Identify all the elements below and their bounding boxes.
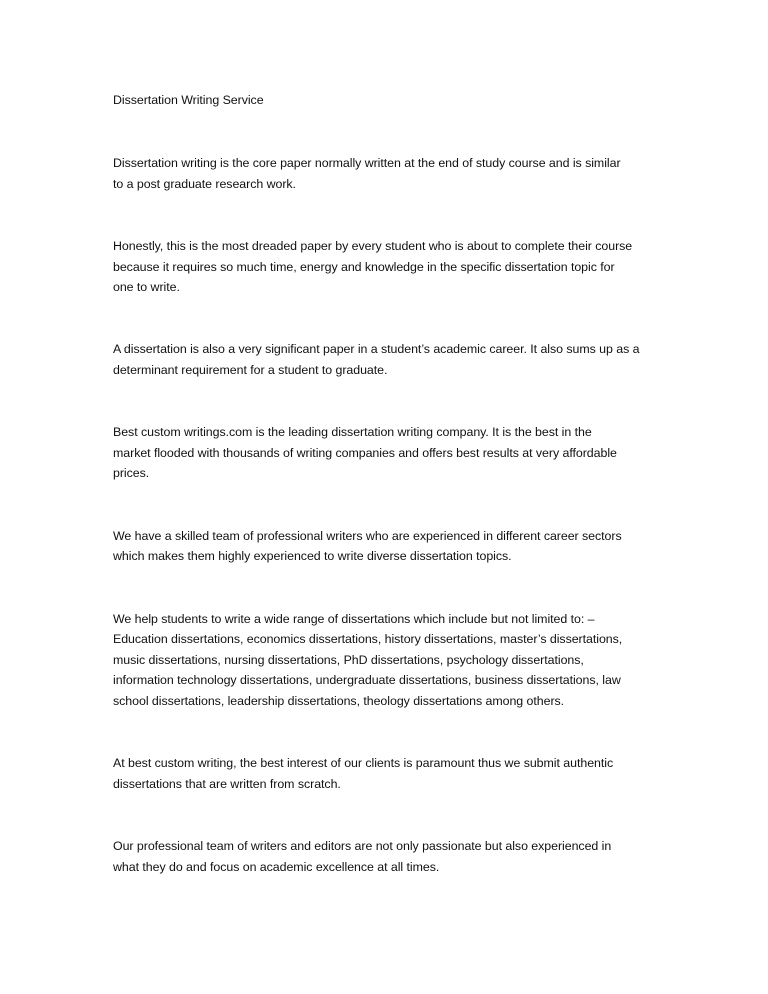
paragraph-1-line-1: Dissertation writing is the core paper normally written at the end of study course and is similar bbox=[113, 156, 621, 170]
paragraph-2-line-3: one to write. bbox=[113, 280, 180, 294]
paragraph-6-line-3: music dissertations, nursing dissertations, PhD dissertations, psychology dissertations, bbox=[113, 653, 584, 667]
paragraph-1-line-2: to a post graduate research work. bbox=[113, 177, 296, 191]
paragraph-2-line-1: Honestly, this is the most dreaded paper by every student who is about to complete their course bbox=[113, 239, 633, 253]
paragraph-5-line-1: We have a skilled team of professional writers who are experienced in different career sectors bbox=[113, 529, 622, 543]
paragraph-8-line-2: what they do and focus on academic excellence at all times. bbox=[113, 860, 440, 874]
paragraph-4-line-3: prices. bbox=[113, 466, 150, 480]
paragraph-8-line-1: Our professional team of writers and editors are not only passionate but also experienced in bbox=[113, 839, 612, 853]
paragraph-3-line-1: A dissertation is also a very significant paper in a student’s academic career. It also sums up as a bbox=[113, 342, 640, 356]
paragraph-6-line-4: information technology dissertations, undergraduate dissertations, business dissertations, law bbox=[113, 673, 621, 687]
paragraph-3-line-2: determinant requirement for a student to graduate. bbox=[113, 363, 388, 377]
paragraph-5-line-2: which makes them highly experienced to write diverse dissertation topics. bbox=[113, 549, 512, 563]
paragraph-4-line-1: Best custom writings.com is the leading dissertation writing company. It is the best in the bbox=[113, 425, 592, 439]
paragraph-7-line-1: At best custom writing, the best interest of our clients is paramount thus we submit authentic bbox=[113, 756, 614, 770]
paragraph-6-line-1: We help students to write a wide range of dissertations which include but not limited to: – bbox=[113, 612, 595, 626]
paragraph-6-line-5: school dissertations, leadership dissertations, theology dissertations among others. bbox=[113, 694, 565, 708]
paragraph-6-line-2: Education dissertations, economics dissertations, history dissertations, master’s dissertations, bbox=[113, 632, 623, 646]
paragraph-7-line-2: dissertations that are written from scratch. bbox=[113, 777, 341, 791]
document-title: Dissertation Writing Service bbox=[113, 93, 264, 107]
paragraph-2-line-2: because it requires so much time, energy and knowledge in the specific dissertation topic for bbox=[113, 260, 615, 274]
paragraph-4-line-2: market flooded with thousands of writing companies and offers best results at very affordable bbox=[113, 446, 617, 460]
